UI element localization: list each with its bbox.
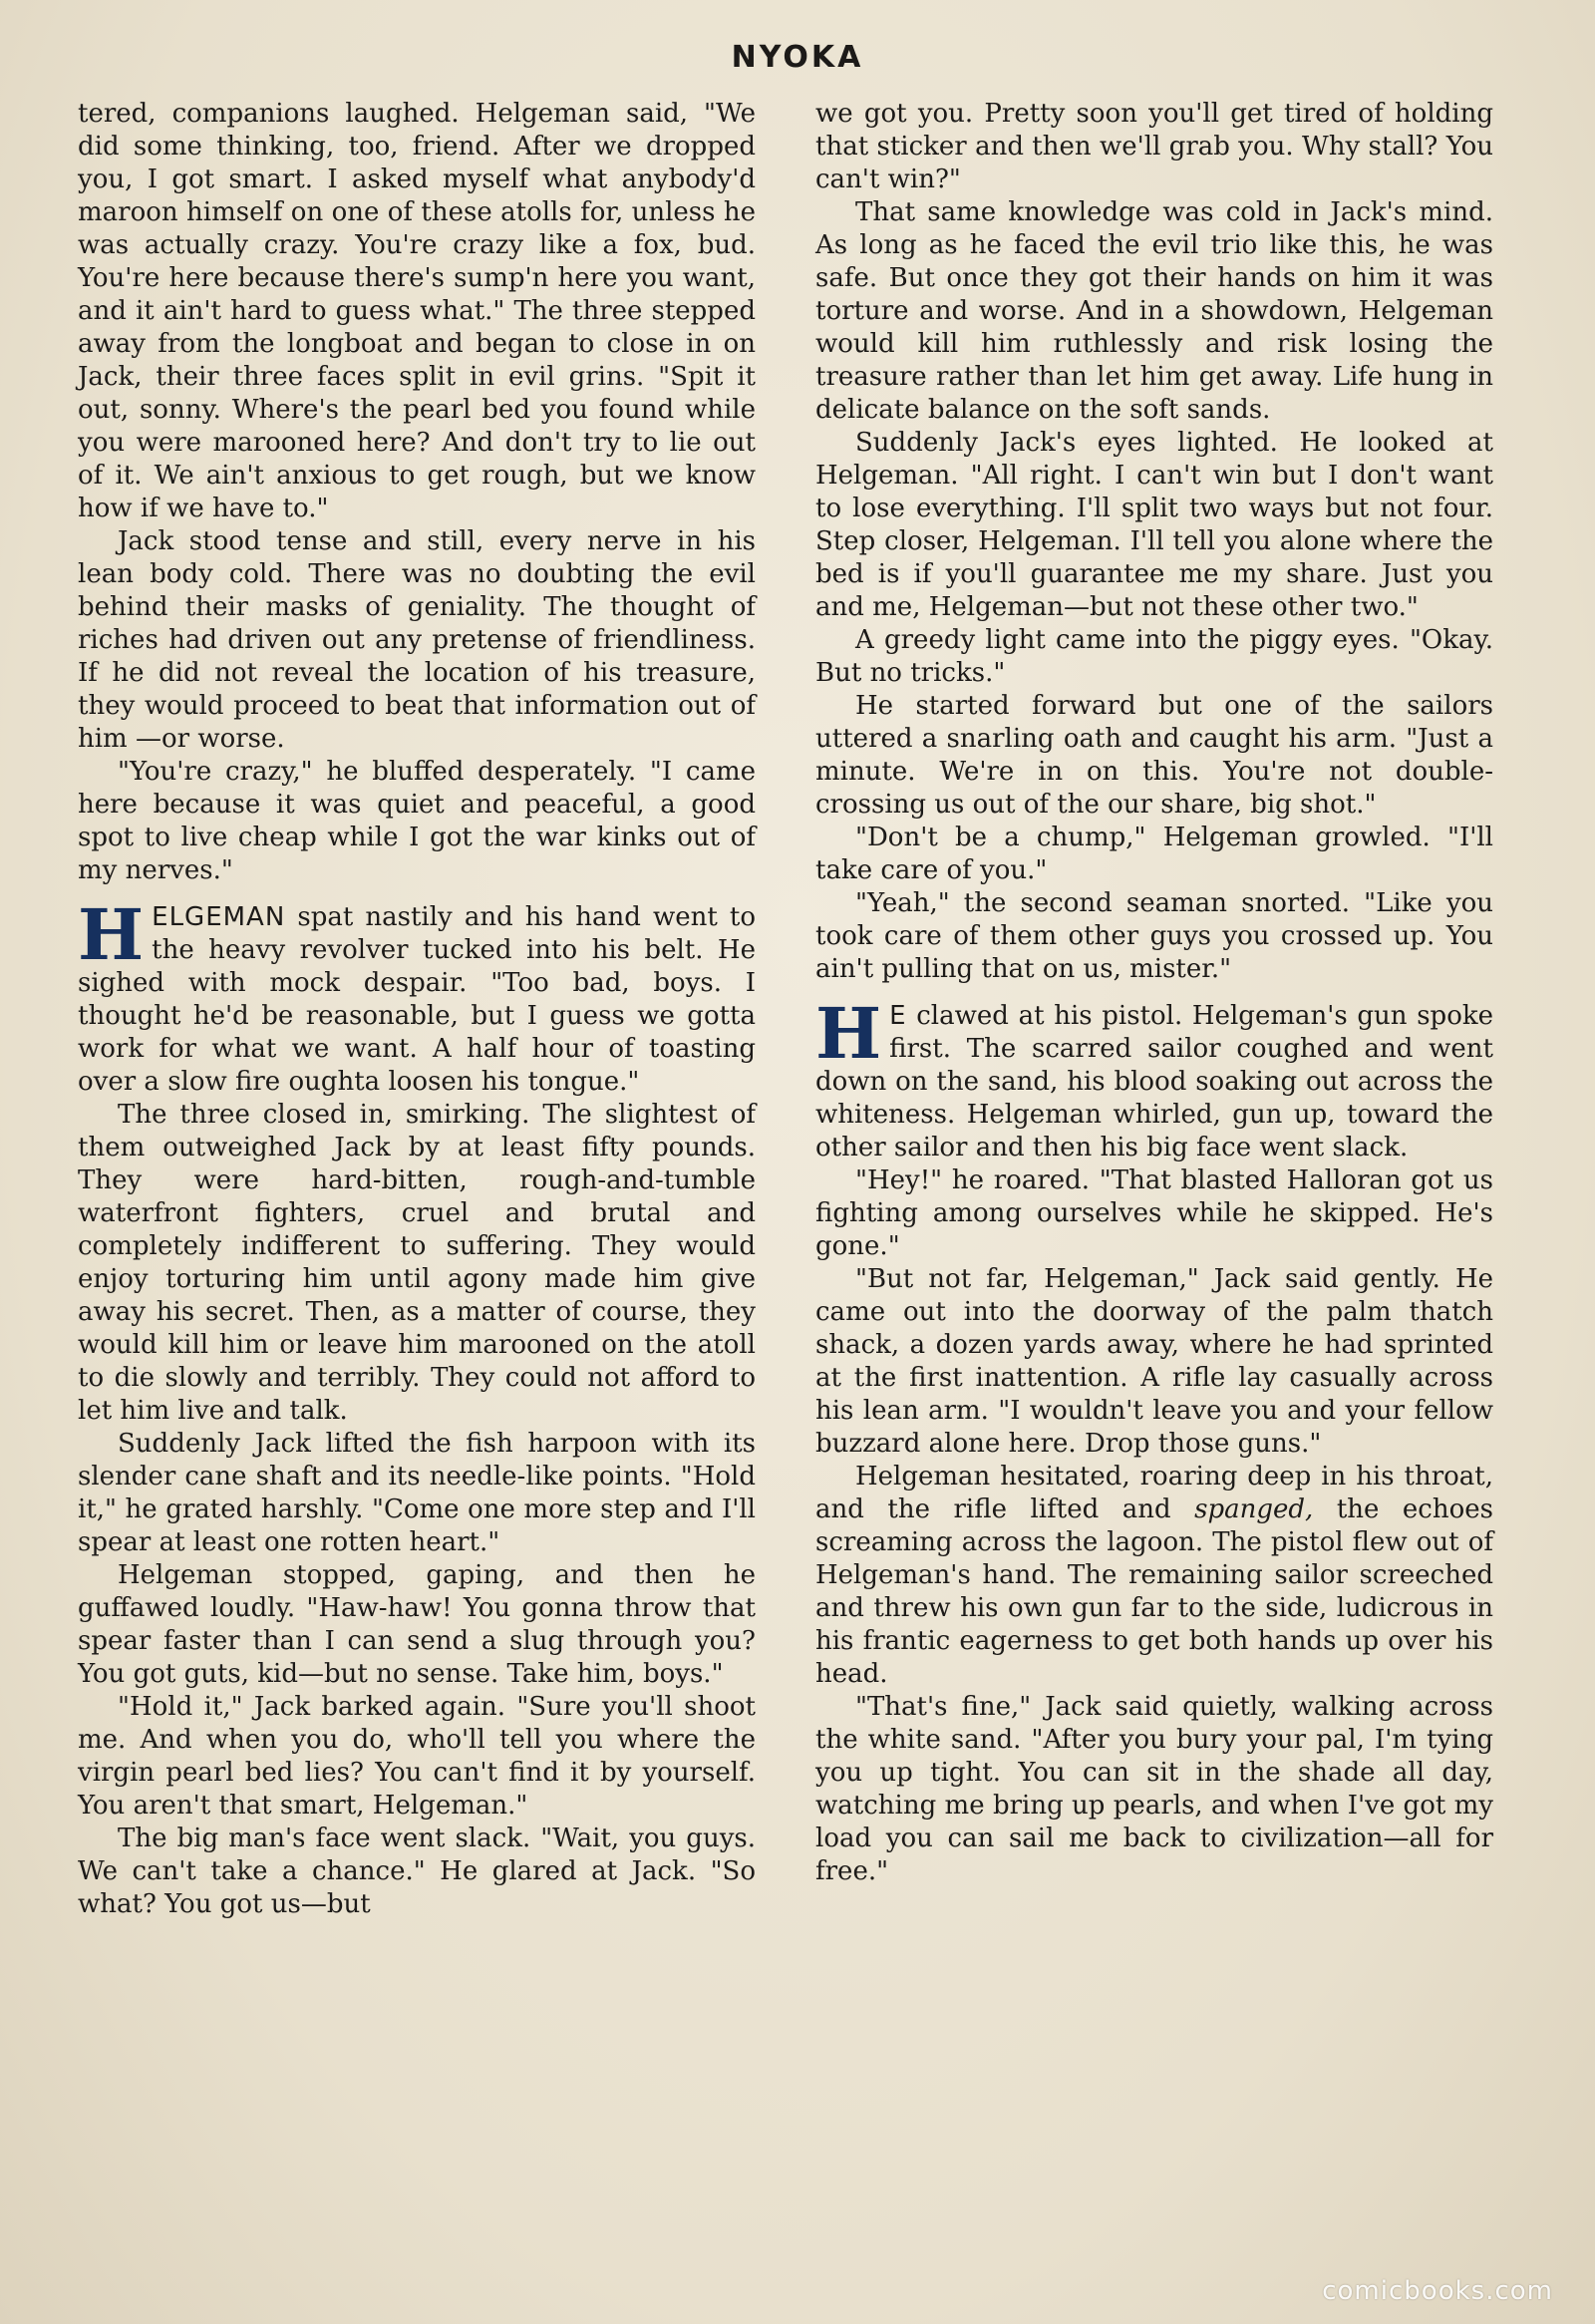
paragraph: "Yeah," the second seaman snorted. "Like you took care of them other guys you crossed up. You ain't pulling that on us, mister."	[815, 888, 1493, 984]
paragraph: The three closed in, smirking. The slightest of them outweighed Jack by at least fifty pounds. They were hard-bitten, rough-and-tumble waterfront fighters, cruel and brutal and completely indifferent to suffering. They would enjoy torturing him until agony made him give away his secret. Then, as a matter of course, they would kill him or leave him marooned on the atoll to die slowly and terribly. They could not afford to let him live and talk.	[78, 1100, 756, 1426]
paragraph-dropcap	[78, 893, 756, 1099]
paragraph: "Hey!" he roared. "That blasted Halloran got us fighting among ourselves while he skipped. He's gone."	[815, 1165, 1493, 1261]
paragraph-text: Helgeman hesitated, roaring deep in his throat, and the rifle lifted and	[815, 1462, 1493, 1524]
paragraph-text: spat nastily and his hand went to the heavy revolver tucked into his belt. He sighed with mock despair. "Too bad, boys. I thought he'd be reasonable, but I guess we gotta work for what we want. A half hour of toasting over a slow fire oughta loosen his tongue."	[78, 902, 756, 1097]
paragraph: A greedy light came into the piggy eyes. "Okay. But no tricks."	[815, 625, 1493, 688]
paragraph: "That's fine," Jack said quietly, walking across the white sand. "After you bury your pal, I'm tying you up tight. You can sit in the shade all day, watching me bring up pearls, and when I've got my load you can sail me back to civilization—all for free."	[815, 1692, 1493, 1886]
drop-cap-letter: H	[815, 992, 882, 1075]
paragraph: "Don't be a chump," Helgeman growled. "I'll take care of you."	[815, 823, 1493, 885]
paragraph: "But not far, Helgeman," Jack said gently. He came out into the doorway of the palm thatch shack, a dozen yards away, where he had sprinted at the first inattention. A rifle lay casually across his lean arm. "I wouldn't leave you and your fellow buzzard alone here. Drop those guns."	[815, 1264, 1493, 1459]
paragraph: we got you. Pretty soon you'll get tired of holding that sticker and then we'll grab you. Why stall? You can't win?"	[815, 99, 1493, 194]
paragraph: The big man's face went slack. "Wait, you guys. We can't take a chance." He glared at Jack. "So what? You got us—but	[78, 1824, 756, 1919]
left-column	[78, 98, 756, 1921]
paragraph-text: the echoes screaming across the lagoon. The pistol flew out of Helgeman's hand. The remaining sailor screeched and threw his own gun far to the side, ludicrous in his frantic eagerness to get both hands up over his head.	[815, 1494, 1493, 1689]
paragraph: tered, companions laughed. Helgeman said, "We did some thinking, too, friend. After we dropped you, I got smart. I asked myself what anybody'd maroon himself on one of these atolls for, unless he was actually crazy. You're crazy like a fox, bud. You're here because there's sump'n here you want, and it ain't hard to guess what." The three stepped away from the longboat and began to close in on Jack, their three faces split in evil grins. "Spit it out, sonny. Where's the pearl bed you found while you were marooned here? And don't try to lie out of it. We ain't anxious to get rough, but we know how if we have to."	[78, 99, 756, 523]
paragraph: Suddenly Jack's eyes lighted. He looked at Helgeman. "All right. I can't win but I don't want to lose everything. I'll split two ways but not four. Step closer, Helgeman. I'll tell you alone where the bed is if you'll guarantee me my share. Just you and me, Helgeman—but not these other two."	[815, 428, 1493, 622]
paragraph: Helgeman stopped, gaping, and then he guffawed loudly. "Haw-haw! You gonna throw that spear faster than I can send a slug through you? You got guts, kid—but no sense. Take him, boys."	[78, 1560, 756, 1689]
paragraph: Suddenly Jack lifted the fish harpoon with its slender cane shaft and its needle-like points. "Hold it," he grated harshly. "Come one more step and I'll spear at least one rotten heart."	[78, 1429, 756, 1557]
paragraph-text: clawed at his pistol. Helgeman's gun spoke first. The scarred sailor coughed and went down on the sand, his blood soaking out across the whiteness. Helgeman whirled, gun up, toward the other sailor and then his big face went slack.	[815, 1001, 1493, 1162]
site-watermark: comicbooks.com	[1322, 2276, 1553, 2306]
italic-word: spanged,	[1194, 1494, 1314, 1524]
dropcap-word: ELGEMAN	[152, 902, 286, 932]
paragraph: That same knowledge was cold in Jack's mind. As long as he faced the evil trio like this, he was safe. But once they got their hands on him it was torture and worse. And in a showdown, Helgeman would kill him ruthlessly and risk losing the treasure rather than let him get away. Life hung in delicate balance on the soft sands.	[815, 197, 1493, 425]
paragraph: "You're crazy," he bluffed desperately. "I came here because it was quiet and peaceful, a good spot to live cheap while I got the war kinks out of my nerves."	[78, 757, 756, 885]
paragraph	[815, 1461, 1493, 1691]
right-column	[815, 98, 1493, 1888]
dropcap-word: E	[889, 1001, 907, 1031]
paragraph-dropcap	[815, 992, 1493, 1164]
page-header-title: NYOKA	[731, 40, 864, 75]
drop-cap-letter: H	[78, 893, 145, 976]
paragraph: "Hold it," Jack barked again. "Sure you'll shoot me. And when you do, who'll tell you where the virgin pearl bed lies? You can't find it by yourself. You aren't that smart, Helgeman."	[78, 1692, 756, 1821]
paragraph: He started forward but one of the sailors uttered a snarling oath and caught his arm. "Just a minute. We're in on this. You're not double-crossing us out of the our share, big shot."	[815, 691, 1493, 820]
paragraph: Jack stood tense and still, every nerve in his lean body cold. There was no doubting the evil behind their masks of geniality. The thought of riches had driven out any pretense of friendliness. If he did not reveal the location of his treasure, they would proceed to beat that information out of him —or worse.	[78, 526, 756, 754]
